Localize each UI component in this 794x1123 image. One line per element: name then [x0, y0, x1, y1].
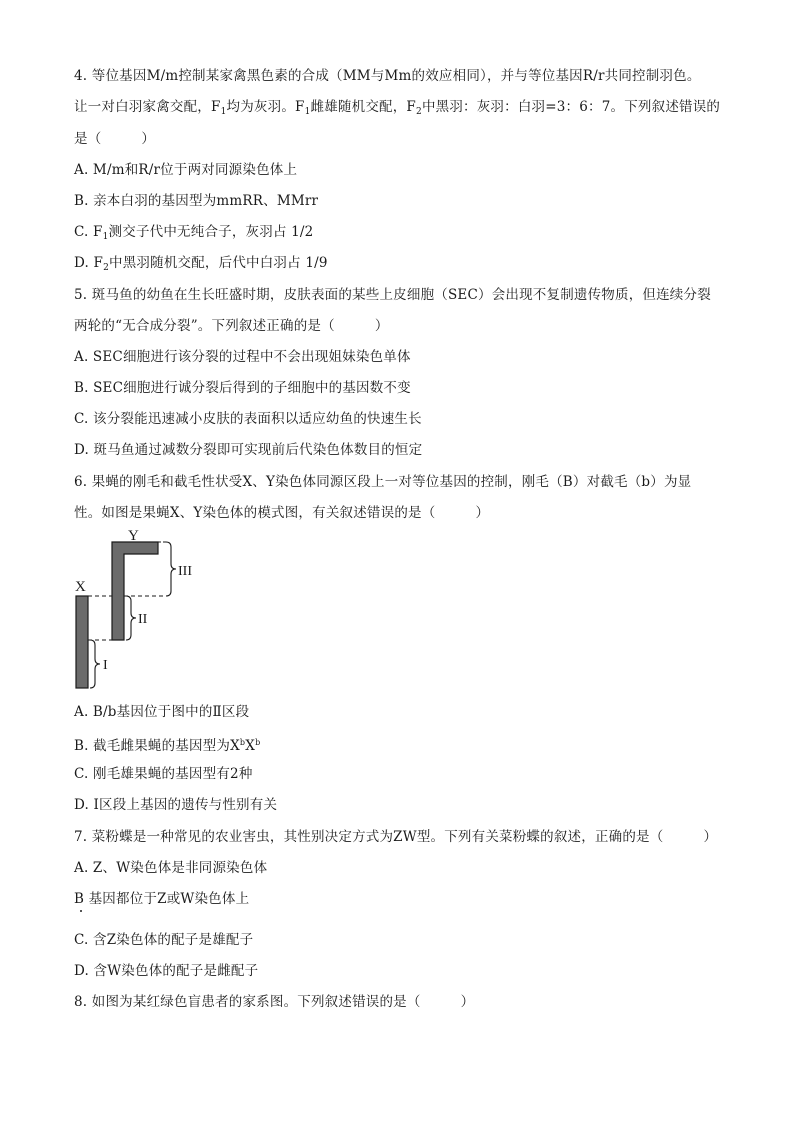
q8-line1-close: ） [460, 994, 475, 1010]
q4-line2-part-c: 雌雄随机交配，F [310, 99, 416, 115]
q7-option-a: A. Z、W染色体是非同源染色体 [74, 860, 268, 876]
label-y: Y [128, 530, 139, 544]
q8-stem-line1 [74, 992, 474, 1012]
q6-optb-a: B. 截毛雌果蝇的基因型为X [74, 738, 240, 754]
q4-sub-2: 2 [416, 107, 422, 117]
q4-sub-1: 1 [220, 107, 227, 117]
q4-optd-b: 中黑羽随机交配，后代中白羽占 1/9 [109, 255, 328, 271]
q6-stem-line1: 6. 果蝇的刚毛和截毛性状受X、Y染色体同源区段上一对等位基因的控制，刚毛（B）对截毛（b）为显 [74, 474, 692, 490]
q4-line3-open: 是（ [74, 131, 102, 147]
brace-iii [166, 542, 176, 596]
q4-option-a: A. M/m和R/r位于两对同源染色体上 [74, 162, 298, 178]
label-iii: III [178, 564, 192, 579]
q7-stem-line1 [74, 827, 717, 847]
q6-line2-close: ） [475, 505, 490, 521]
stray-dot [80, 910, 82, 912]
q4-optd-sub: 2 [103, 263, 110, 273]
q6-option-c: C. 刚毛雄果蝇的基因型有2种 [74, 766, 253, 782]
brace-i [90, 640, 100, 688]
q5-line2-text: 两轮的“无合成分裂”。下列叙述正确的是（ [74, 318, 335, 334]
q4-sub-1b: 1 [304, 107, 311, 117]
q7-line1-text: 7. 菜粉蝶是一种常见的农业害虫，其性别决定方式为ZW型。下列有关菜粉蝶的叙述，正确的是（ [74, 829, 664, 845]
q6-optb-b: X [245, 738, 256, 754]
q5-option-b: B. SEC细胞进行诚分裂后得到的子细胞中的基因数不变 [74, 380, 411, 396]
q4-optc-b: 测交子代中无纯合子，灰羽占 1/2 [108, 224, 314, 240]
q6-optb-sup2: b [255, 738, 261, 747]
xy-chromosome-diagram [70, 530, 210, 695]
q8-line1-text: 8. 如图为某红绿色盲患者的家系图。下列叙述错误的是（ [74, 994, 421, 1010]
q5-stem-line2 [74, 316, 389, 336]
q7-line1-close: ） [703, 829, 718, 845]
q5-option-d: D. 斑马鱼通过减数分裂即可实现前后代染色体数目的恒定 [74, 442, 423, 458]
q4-stem-line3 [74, 129, 155, 149]
q4-stem-line1: 4. 等位基因M/m控制某家禽黑色素的合成（MM与Mm的效应相同），并与等位基因R/r共同控制羽色。 [74, 68, 701, 84]
brace-ii [126, 596, 136, 640]
q4-line3-close: ） [141, 131, 156, 147]
q4-option-b: B. 亲本白羽的基因型为mmRR、MMrr [74, 193, 319, 209]
q6-option-b [74, 733, 260, 756]
q7-option-c: C. 含Z染色体的配子是雄配子 [74, 932, 254, 948]
x-chromosome [76, 596, 88, 688]
y-chromosome [112, 542, 158, 640]
q4-optc-sub: 1 [102, 232, 109, 242]
q4-optc-a: C. F [74, 224, 103, 240]
q7-option-b: B 基因都位于Z或W染色体上 [74, 891, 250, 907]
q6-option-d: D. I区段上基因的遗传与性别有关 [74, 797, 278, 813]
label-i: I [103, 658, 108, 673]
q7-option-d: D. 含W染色体的配子是雌配子 [74, 963, 259, 979]
q4-optd-a: D. F [74, 255, 104, 271]
q5-stem-line1: 5. 斑马鱼的幼鱼在生长旺盛时期，皮肤表面的某些上皮细胞（SEC）会出现不复制遗传物质，但连续分裂 [74, 287, 711, 303]
q5-option-c: C. 该分裂能迅速减小皮肤的表面积以适应幼鱼的快速生长 [74, 411, 422, 427]
q5-option-a: A. SEC细胞进行该分裂的过程中不会出现姐妹染色单体 [74, 349, 411, 365]
q4-line2-part-a: 让一对白羽家禽交配，F [74, 99, 221, 115]
q6-stem-line2 [74, 503, 489, 523]
q5-line2-close: ） [374, 318, 389, 334]
label-x: X [75, 579, 86, 595]
q6-line2-text: 性。如图是果蝇X、Y染色体的模式图，有关叙述错误的是（ [74, 505, 436, 521]
q6-option-a: A. B/b基因位于图中的Ⅱ区段 [74, 704, 250, 720]
q6-optb-sup1: b [239, 738, 246, 747]
q4-line2-part-b: 均为灰羽。F [226, 99, 305, 115]
q4-option-d [74, 253, 328, 278]
q4-option-c [74, 222, 313, 247]
q4-stem-line2 [74, 97, 720, 122]
q4-line2-part-d: 中黑羽：灰羽：白羽=3：6：7。下列叙述错误的 [421, 99, 721, 115]
label-ii: II [138, 612, 148, 627]
